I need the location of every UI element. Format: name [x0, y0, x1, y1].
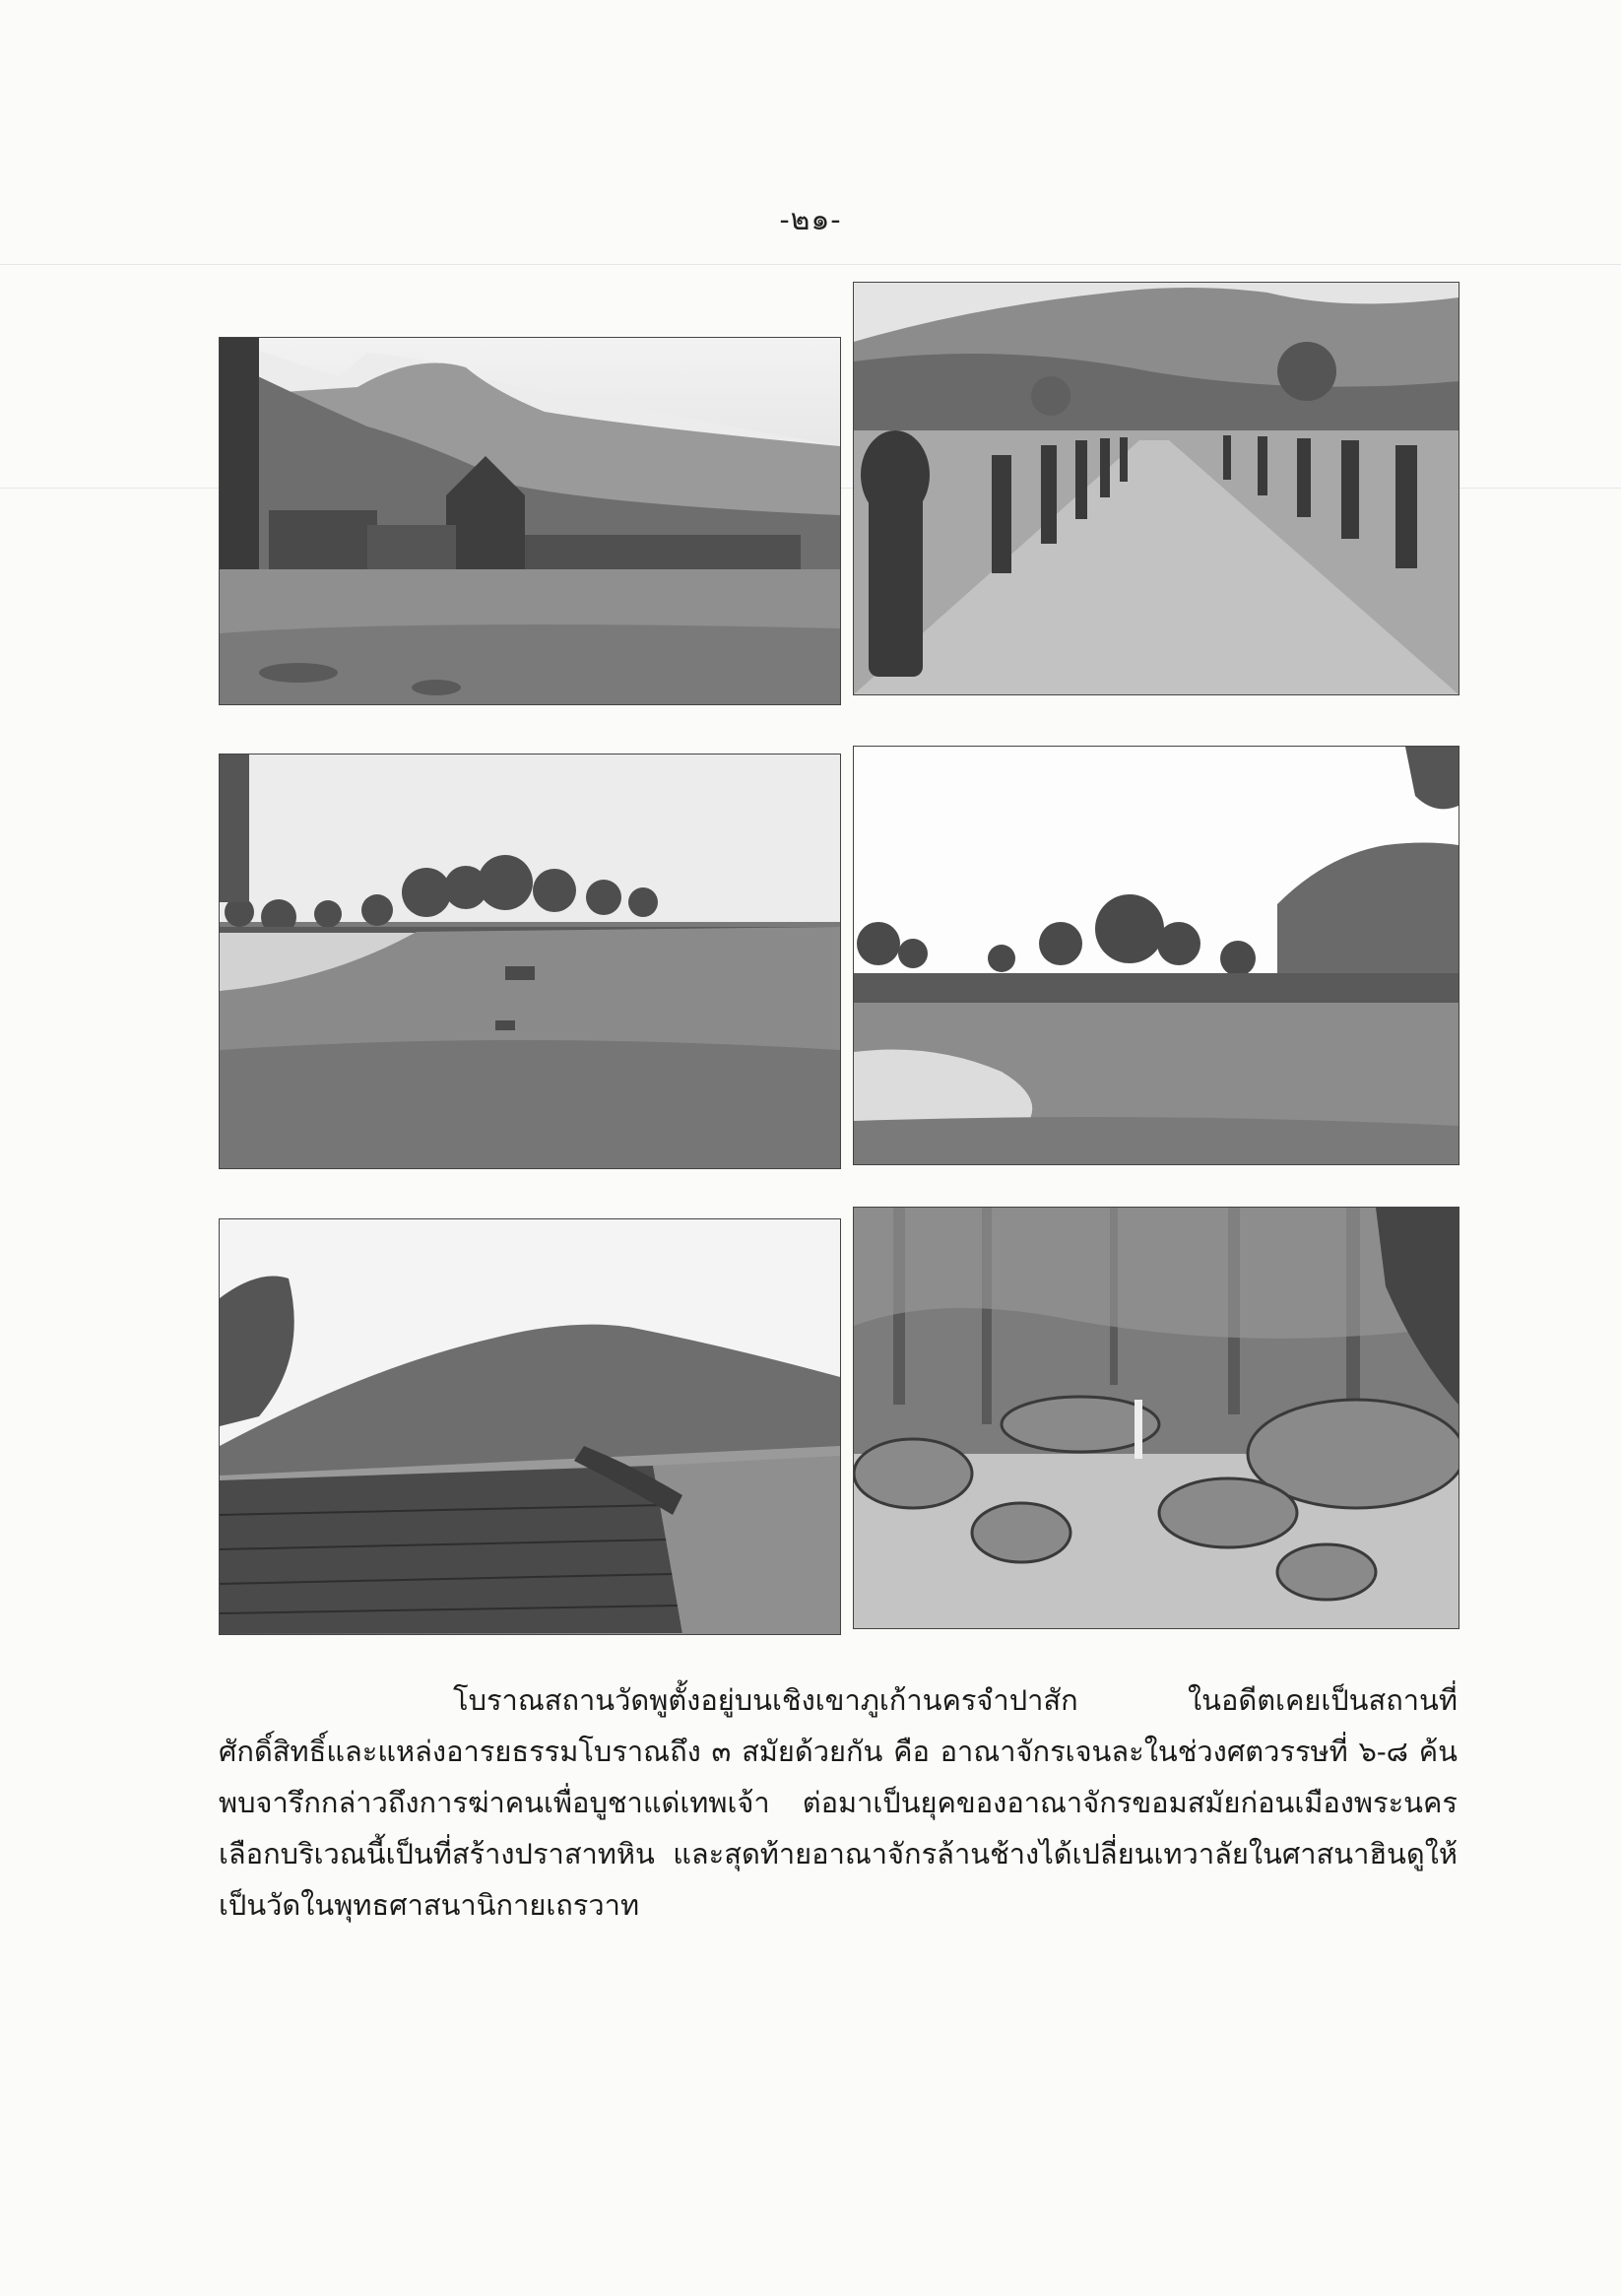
- caption-text: โบราณสถานวัดพูตั้งอยู่บนเชิงเขาภูเก้านครจำปาสัก ในอดีตเคยเป็นสถานที่ศักดิ์สิทธิ์และแหล่งอารยธรรมโบราณถึง ๓ สมัยด้วยกัน คือ อาณาจักรเจนละในช่วงศตวรรษที่ ๖-๘ ค้นพบจารึกกล่าวถึงการฆ่าคนเพื่อบูชาแด่เทพเจ้า ต่อมาเป็นยุคของอาณาจักรขอมสมัยก่อนเมืองพระนคร เลือกบริเวณนี้เป็นที่สร้างปราสาทหิน และสุดท้ายอาณาจักรล้านช้างได้เปลี่ยนเทวาลัยในศาสนาฮินดูให้เป็นวัดในพุทธศาสนานิกายเถรวาท: [219, 1683, 1458, 1922]
- photo-caption-paragraph: [219, 1674, 1458, 1931]
- photo-temple-ruins: [219, 337, 841, 705]
- scan-artifact-line: [0, 264, 1621, 265]
- page-number: -๒๑-: [779, 203, 842, 237]
- photo-baray-pond-right: [853, 746, 1459, 1165]
- photo-rocks-forest-stream: [853, 1207, 1459, 1629]
- photo-processional-causeway: [853, 282, 1459, 695]
- photo-stone-wall-terrace: [219, 1218, 841, 1635]
- photo-baray-pond-left: [219, 754, 841, 1169]
